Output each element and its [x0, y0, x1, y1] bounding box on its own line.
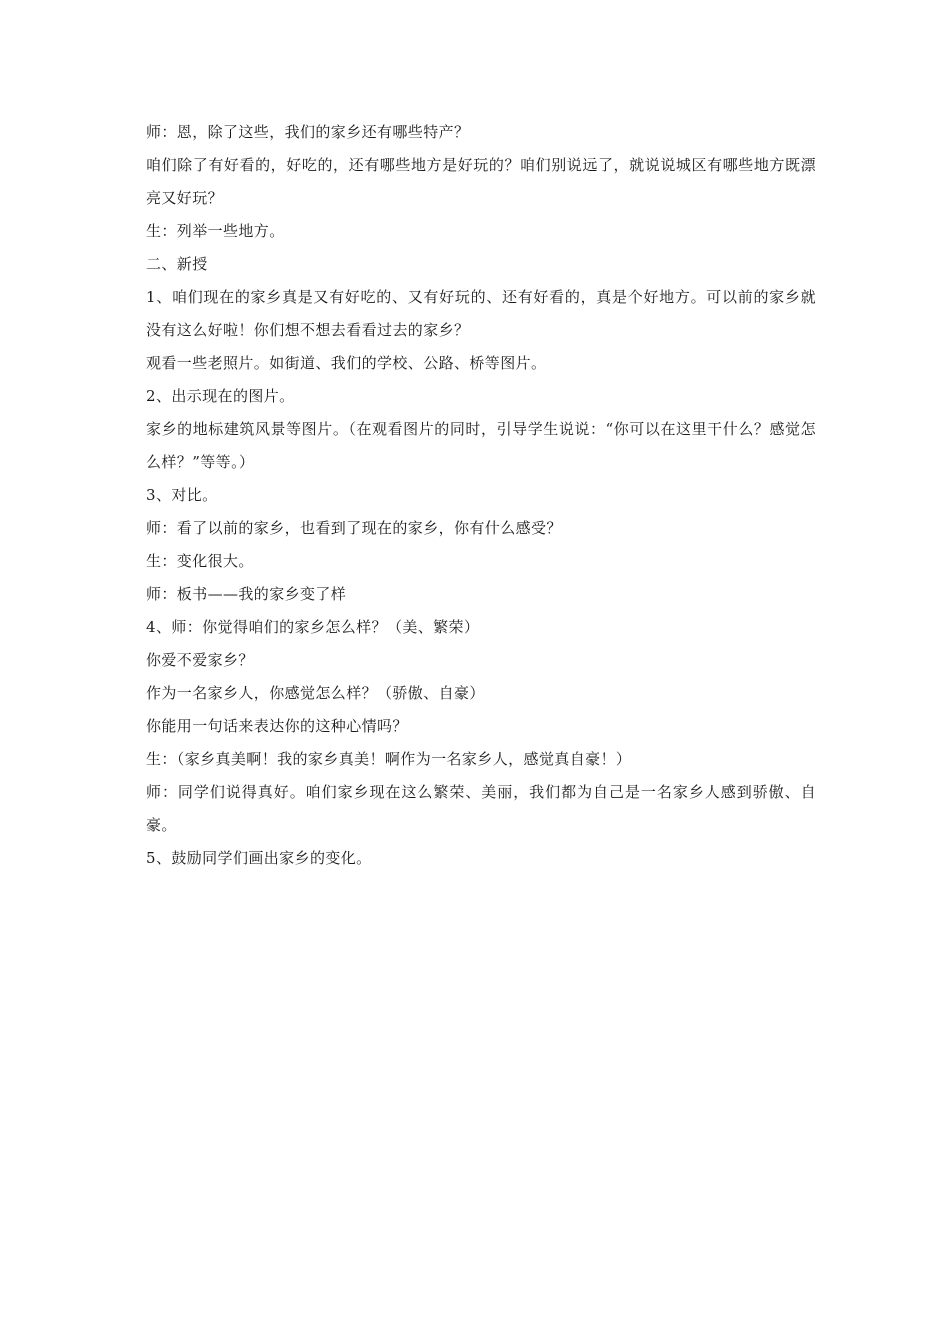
- paragraph: 家乡的地标建筑风景等图片。（在观看图片的同时，引导学生说说：“你可以在这里干什么？感觉怎么样？”等等。）: [146, 420, 816, 471]
- paragraph: 观看一些老照片。如街道、我们的学校、公路、桥等图片。: [146, 354, 547, 372]
- paragraph: 1、咱们现在的家乡真是又有好吃的、又有好玩的、还有好看的，真是个好地方。可以前的家乡就没有这么好啦！你们想不想去看看过去的家乡？: [146, 288, 816, 339]
- paragraph: 师：同学们说得真好。咱们家乡现在这么繁荣、美丽，我们都为自己是一名家乡人感到骄傲、自豪。: [146, 783, 816, 834]
- paragraph: 3、对比。: [146, 486, 218, 504]
- paragraph: 5、鼓励同学们画出家乡的变化。: [146, 849, 372, 867]
- section-heading: 二、新授: [146, 255, 208, 273]
- paragraph: 师：板书——我的家乡变了样: [146, 585, 347, 603]
- paragraph: 你能用一句话来表达你的这种心情吗？: [146, 717, 408, 735]
- paragraph: 咱们除了有好看的，好吃的，还有哪些地方是好玩的？咱们别说远了，就说说城区有哪些地方既漂亮又好玩？: [146, 156, 816, 207]
- document-body: [146, 116, 816, 875]
- paragraph: 2、出示现在的图片。: [146, 387, 295, 405]
- paragraph: 4、师：你觉得咱们的家乡怎么样？（美、繁荣）: [146, 618, 480, 636]
- paragraph: 师：看了以前的家乡，也看到了现在的家乡，你有什么感受？: [146, 519, 562, 537]
- paragraph: 生：（家乡真美啊！我的家乡真美！啊作为一名家乡人，感觉真自豪！）: [146, 750, 632, 768]
- paragraph: 师：恩，除了这些，我们的家乡还有哪些特产？: [146, 123, 470, 141]
- paragraph: 你爱不爱家乡？: [146, 651, 254, 669]
- paragraph: 生：变化很大。: [146, 552, 254, 570]
- paragraph: 作为一名家乡人，你感觉怎么样？（骄傲、自豪）: [146, 684, 485, 702]
- paragraph: 生：列举一些地方。: [146, 222, 285, 240]
